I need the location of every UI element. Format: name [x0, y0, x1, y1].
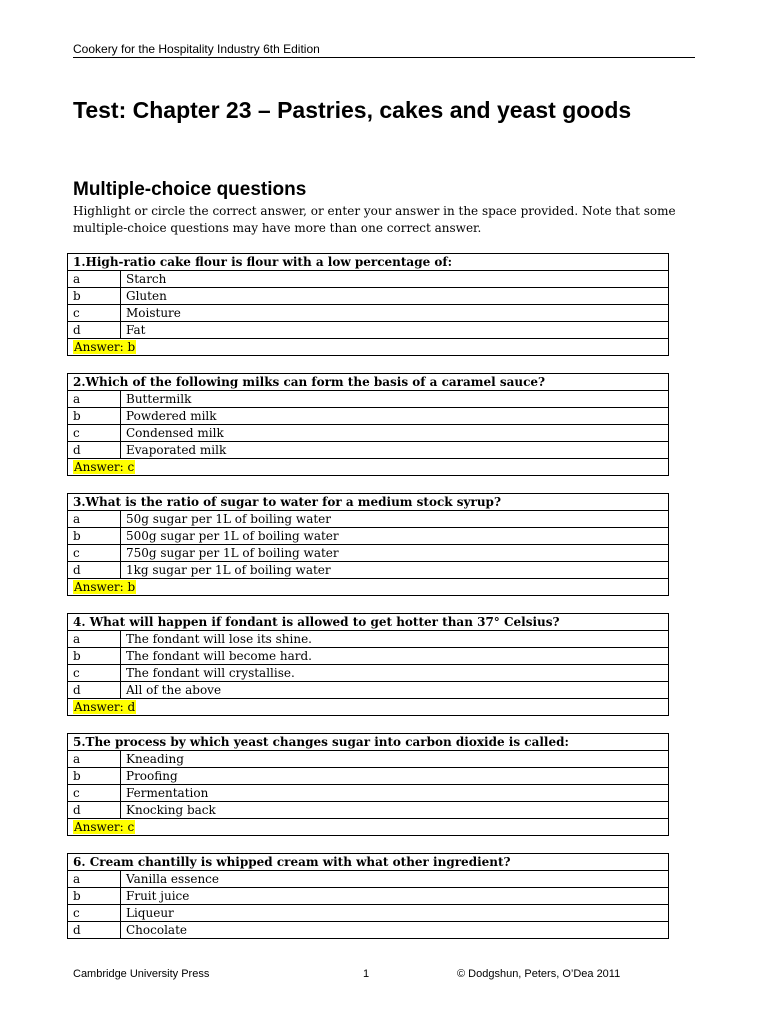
option-row[interactable] — [68, 888, 669, 905]
option-text: Gluten — [121, 288, 669, 305]
answer-row[interactable] — [68, 459, 669, 476]
answer-row[interactable] — [68, 819, 669, 836]
option-text: Chocolate — [121, 922, 669, 939]
option-letter: d — [68, 802, 121, 819]
option-text: 50g sugar per 1L of boiling water — [121, 511, 669, 528]
option-text: Liqueur — [121, 905, 669, 922]
option-letter: a — [68, 391, 121, 408]
answer-highlight: Answer: b — [74, 580, 136, 594]
answer-highlight: Answer: b — [74, 340, 136, 354]
option-text: The fondant will crystallise. — [121, 665, 669, 682]
option-text: Condensed milk — [121, 425, 669, 442]
option-letter: b — [68, 528, 121, 545]
option-row[interactable] — [68, 905, 669, 922]
option-letter: c — [68, 425, 121, 442]
option-row[interactable] — [68, 785, 669, 802]
option-letter: b — [68, 408, 121, 425]
option-letter: a — [68, 631, 121, 648]
instructions: Highlight or circle the correct answer, or enter your answer in the space provided. Note that some multiple-choice questions may have more than one correct answer. — [73, 204, 676, 235]
option-row[interactable] — [68, 288, 669, 305]
option-row[interactable] — [68, 528, 669, 545]
option-text: The fondant will become hard. — [121, 648, 669, 665]
question-stem: 1.High-ratio cake flour is flour with a low percentage of: — [68, 254, 669, 271]
option-letter: c — [68, 545, 121, 562]
answer-highlight: Answer: c — [74, 460, 135, 474]
option-letter: d — [68, 442, 121, 459]
answer-row[interactable] — [68, 339, 669, 356]
option-letter: a — [68, 751, 121, 768]
option-row[interactable] — [68, 562, 669, 579]
question-table — [67, 613, 669, 716]
option-text: Fruit juice — [121, 888, 669, 905]
option-letter: d — [68, 562, 121, 579]
question-stem: 6. Cream chantilly is whipped cream with what other ingredient? — [68, 854, 669, 871]
option-letter: c — [68, 785, 121, 802]
option-letter: c — [68, 905, 121, 922]
footer-page-number: 1 — [363, 968, 370, 980]
option-row[interactable] — [68, 408, 669, 425]
option-text: Kneading — [121, 751, 669, 768]
option-letter: d — [68, 322, 121, 339]
page-footer — [73, 967, 633, 981]
question-stem: 2.Which of the following milks can form the basis of a caramel sauce? — [68, 374, 669, 391]
question-table — [67, 733, 669, 836]
option-row[interactable] — [68, 305, 669, 322]
option-text: 750g sugar per 1L of boiling water — [121, 545, 669, 562]
option-text: Fermentation — [121, 785, 669, 802]
option-row[interactable] — [68, 425, 669, 442]
question-table — [67, 493, 669, 596]
option-row[interactable] — [68, 631, 669, 648]
option-letter: c — [68, 665, 121, 682]
option-row[interactable] — [68, 802, 669, 819]
option-letter: a — [68, 511, 121, 528]
option-row[interactable] — [68, 768, 669, 785]
question-table — [67, 373, 669, 476]
question-list — [67, 253, 669, 956]
option-row[interactable] — [68, 751, 669, 768]
option-row[interactable] — [68, 545, 669, 562]
question-stem: 4. What will happen if fondant is allowed to get hotter than 37° Celsius? — [68, 614, 669, 631]
option-row[interactable] — [68, 391, 669, 408]
answer-row[interactable] — [68, 699, 669, 716]
option-text: Starch — [121, 271, 669, 288]
option-letter: a — [68, 271, 121, 288]
option-letter: c — [68, 305, 121, 322]
option-row[interactable] — [68, 682, 669, 699]
option-row[interactable] — [68, 271, 669, 288]
option-row[interactable] — [68, 648, 669, 665]
question-stem: 5.The process by which yeast changes sugar into carbon dioxide is called: — [68, 734, 669, 751]
option-text: Powdered milk — [121, 408, 669, 425]
option-row[interactable] — [68, 322, 669, 339]
option-letter: d — [68, 682, 121, 699]
option-text: Buttermilk — [121, 391, 669, 408]
option-letter: b — [68, 768, 121, 785]
footer-publisher: Cambridge University Press — [73, 968, 210, 980]
running-head: Cookery for the Hospitality Industry 6th Edition — [73, 42, 695, 58]
option-text: 1kg sugar per 1L of boiling water — [121, 562, 669, 579]
option-text: Proofing — [121, 768, 669, 785]
option-row[interactable] — [68, 442, 669, 459]
question-table — [67, 853, 669, 939]
page-title: Test: Chapter 23 – Pastries, cakes and yeast goods — [73, 97, 632, 123]
section-heading: Multiple-choice questions — [73, 179, 307, 200]
answer-row[interactable] — [68, 579, 669, 596]
option-row[interactable] — [68, 922, 669, 939]
option-text: All of the above — [121, 682, 669, 699]
footer-copyright: © Dodgshun, Peters, O’Dea 2011 — [457, 968, 621, 980]
option-text: Evaporated milk — [121, 442, 669, 459]
option-letter: b — [68, 648, 121, 665]
option-text: Fat — [121, 322, 669, 339]
answer-highlight: Answer: c — [74, 820, 135, 834]
option-letter: a — [68, 871, 121, 888]
option-letter: d — [68, 922, 121, 939]
question-table — [67, 253, 669, 356]
option-letter: b — [68, 888, 121, 905]
option-text: 500g sugar per 1L of boiling water — [121, 528, 669, 545]
question-stem: 3.What is the ratio of sugar to water for a medium stock syrup? — [68, 494, 669, 511]
option-row[interactable] — [68, 871, 669, 888]
answer-highlight: Answer: d — [74, 700, 136, 714]
option-text: Moisture — [121, 305, 669, 322]
option-text: Vanilla essence — [121, 871, 669, 888]
option-text: The fondant will lose its shine. — [121, 631, 669, 648]
option-letter: b — [68, 288, 121, 305]
option-text: Knocking back — [121, 802, 669, 819]
option-row[interactable] — [68, 665, 669, 682]
option-row[interactable] — [68, 511, 669, 528]
